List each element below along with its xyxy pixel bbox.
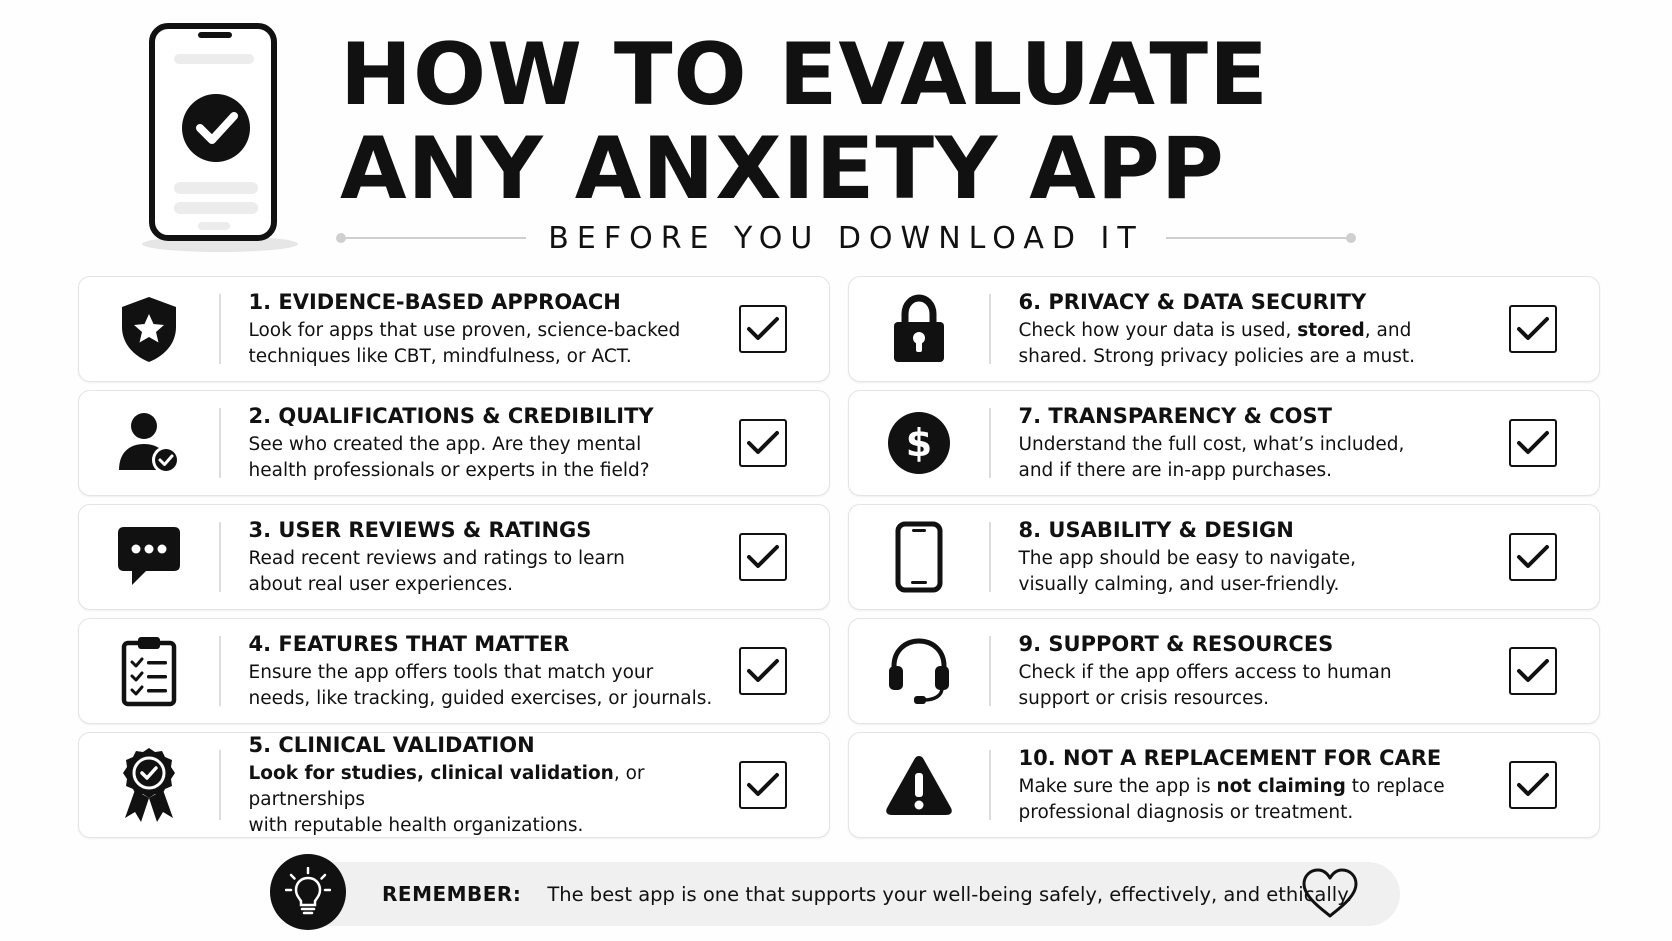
criterion-checkbox[interactable]	[739, 647, 787, 695]
criterion-card-8	[848, 504, 1600, 610]
criterion-title: 3. USER REVIEWS & RATINGS	[248, 517, 592, 542]
checkmark-icon	[745, 314, 781, 344]
checkmark-icon	[1515, 770, 1551, 800]
criterion-description	[249, 660, 730, 712]
heart-icon	[1300, 866, 1360, 920]
criterion-title: 9. SUPPORT & RESOURCES	[1018, 631, 1334, 656]
criterion-text	[221, 631, 740, 712]
description-line-1: See who created the app. Are they mental	[248, 433, 642, 455]
criterion-card-2	[78, 390, 830, 496]
criterion-text	[221, 289, 740, 370]
checkmark-icon	[1515, 314, 1551, 344]
criterion-text	[991, 517, 1510, 598]
description-line-1: Look for studies, clinical validation, or partnerships	[248, 762, 645, 810]
checkmark-icon	[1515, 542, 1551, 572]
criterion-description	[249, 761, 730, 839]
award-ribbon-icon	[79, 733, 219, 837]
criterion-description	[249, 318, 730, 370]
checkmark-icon	[745, 656, 781, 686]
description-line-2: shared. Strong privacy policies are a must.	[1018, 345, 1416, 367]
criterion-title: 10. NOT A REPLACEMENT FOR CARE	[1018, 745, 1442, 770]
shield-star-icon	[79, 277, 219, 381]
criterion-description	[249, 546, 730, 598]
remember-banner	[270, 862, 1400, 926]
criterion-card-9	[848, 618, 1600, 724]
description-line-2: health professionals or experts in the field?	[248, 459, 650, 481]
warning-icon	[849, 733, 989, 837]
criterion-text	[221, 517, 740, 598]
checkmark-icon	[745, 428, 781, 458]
criterion-checkbox[interactable]	[1509, 305, 1557, 353]
criterion-text	[221, 403, 740, 484]
description-line-2: with reputable health organizations.	[248, 814, 584, 836]
criterion-title: 2. QUALIFICATIONS & CREDIBILITY	[248, 403, 654, 428]
criterion-checkbox[interactable]	[1509, 533, 1557, 581]
criterion-checkbox[interactable]	[739, 305, 787, 353]
criterion-description	[1019, 546, 1500, 598]
description-line-2: support or crisis resources.	[1018, 687, 1269, 709]
description-line-2: about real user experiences.	[248, 573, 513, 595]
criterion-checkbox[interactable]	[1509, 761, 1557, 809]
title-line-2: ANY ANXIETY APP	[340, 119, 1225, 219]
checkmark-icon	[1515, 656, 1551, 686]
description-line-1: Ensure the app offers tools that match your	[248, 661, 654, 683]
criterion-card-4	[78, 618, 830, 724]
criterion-description	[1019, 660, 1500, 712]
criterion-text	[991, 745, 1510, 826]
dollar-icon	[849, 391, 989, 495]
criterion-checkbox[interactable]	[739, 761, 787, 809]
criterion-card-1	[78, 276, 830, 382]
criterion-title: 7. TRANSPARENCY & COST	[1018, 403, 1332, 428]
lightbulb-icon	[270, 854, 346, 930]
description-line-1: Check if the app offers access to human	[1018, 661, 1392, 683]
criterion-description	[1019, 432, 1500, 484]
criterion-description	[1019, 318, 1500, 370]
description-line-1: Read recent reviews and ratings to learn	[248, 547, 625, 569]
description-line-1: Look for apps that use proven, science-backed	[248, 319, 681, 341]
criterion-text	[991, 403, 1510, 484]
svg-text:$: $	[905, 421, 933, 465]
criterion-title: 1. EVIDENCE-BASED APPROACH	[248, 289, 621, 314]
criterion-title: 5. CLINICAL VALIDATION	[248, 732, 535, 757]
description-line-1: Understand the full cost, what’s included,	[1018, 433, 1405, 455]
criterion-card-3	[78, 504, 830, 610]
remember-text: The best app is one that supports your well-being safely, effectively, and ethically.	[547, 882, 1353, 906]
criterion-card-6	[848, 276, 1600, 382]
description-line-2: visually calming, and user-friendly.	[1018, 573, 1340, 595]
description-line-2: techniques like CBT, mindfulness, or ACT.	[248, 345, 632, 367]
phone-check-icon	[140, 22, 300, 254]
divider-right	[1166, 237, 1352, 239]
description-line-1: The app should be easy to navigate,	[1018, 547, 1357, 569]
subtitle: BEFORE YOU DOWNLOAD IT	[548, 220, 1144, 256]
page-title	[340, 25, 1340, 219]
criterion-title: 4. FEATURES THAT MATTER	[248, 631, 570, 656]
padlock-icon	[849, 277, 989, 381]
remember-label: REMEMBER:	[382, 882, 522, 906]
verified-user-icon	[79, 391, 219, 495]
checkmark-icon	[745, 542, 781, 572]
criterion-card-7	[848, 390, 1600, 496]
description-line-2: and if there are in-app purchases.	[1018, 459, 1333, 481]
criterion-title: 6. PRIVACY & DATA SECURITY	[1018, 289, 1367, 314]
criterion-checkbox[interactable]	[739, 419, 787, 467]
criterion-text	[221, 732, 740, 839]
subtitle-row	[340, 218, 1352, 258]
criteria-grid	[78, 276, 1600, 838]
criterion-text	[991, 289, 1510, 370]
criterion-title: 8. USABILITY & DESIGN	[1018, 517, 1294, 542]
criterion-card-10	[848, 732, 1600, 838]
checkmark-icon	[1515, 428, 1551, 458]
criterion-description	[249, 432, 730, 484]
criterion-checkbox[interactable]	[1509, 647, 1557, 695]
smartphone-icon	[849, 505, 989, 609]
criterion-description	[1019, 774, 1500, 826]
criterion-checkbox[interactable]	[739, 533, 787, 581]
headset-icon	[849, 619, 989, 723]
chat-bubble-icon	[79, 505, 219, 609]
checkmark-icon	[745, 770, 781, 800]
divider-left	[340, 237, 526, 239]
description-line-2: needs, like tracking, guided exercises, or journals.	[248, 687, 713, 709]
criterion-checkbox[interactable]	[1509, 419, 1557, 467]
clipboard-checklist-icon	[79, 619, 219, 723]
description-line-1: Check how your data is used, stored, and	[1018, 319, 1412, 341]
criterion-text	[991, 631, 1510, 712]
description-line-1: Make sure the app is not claiming to replace	[1018, 775, 1445, 797]
description-line-2: professional diagnosis or treatment.	[1018, 801, 1354, 823]
criterion-card-5	[78, 732, 830, 838]
title-line-1: HOW TO EVALUATE	[340, 25, 1269, 125]
